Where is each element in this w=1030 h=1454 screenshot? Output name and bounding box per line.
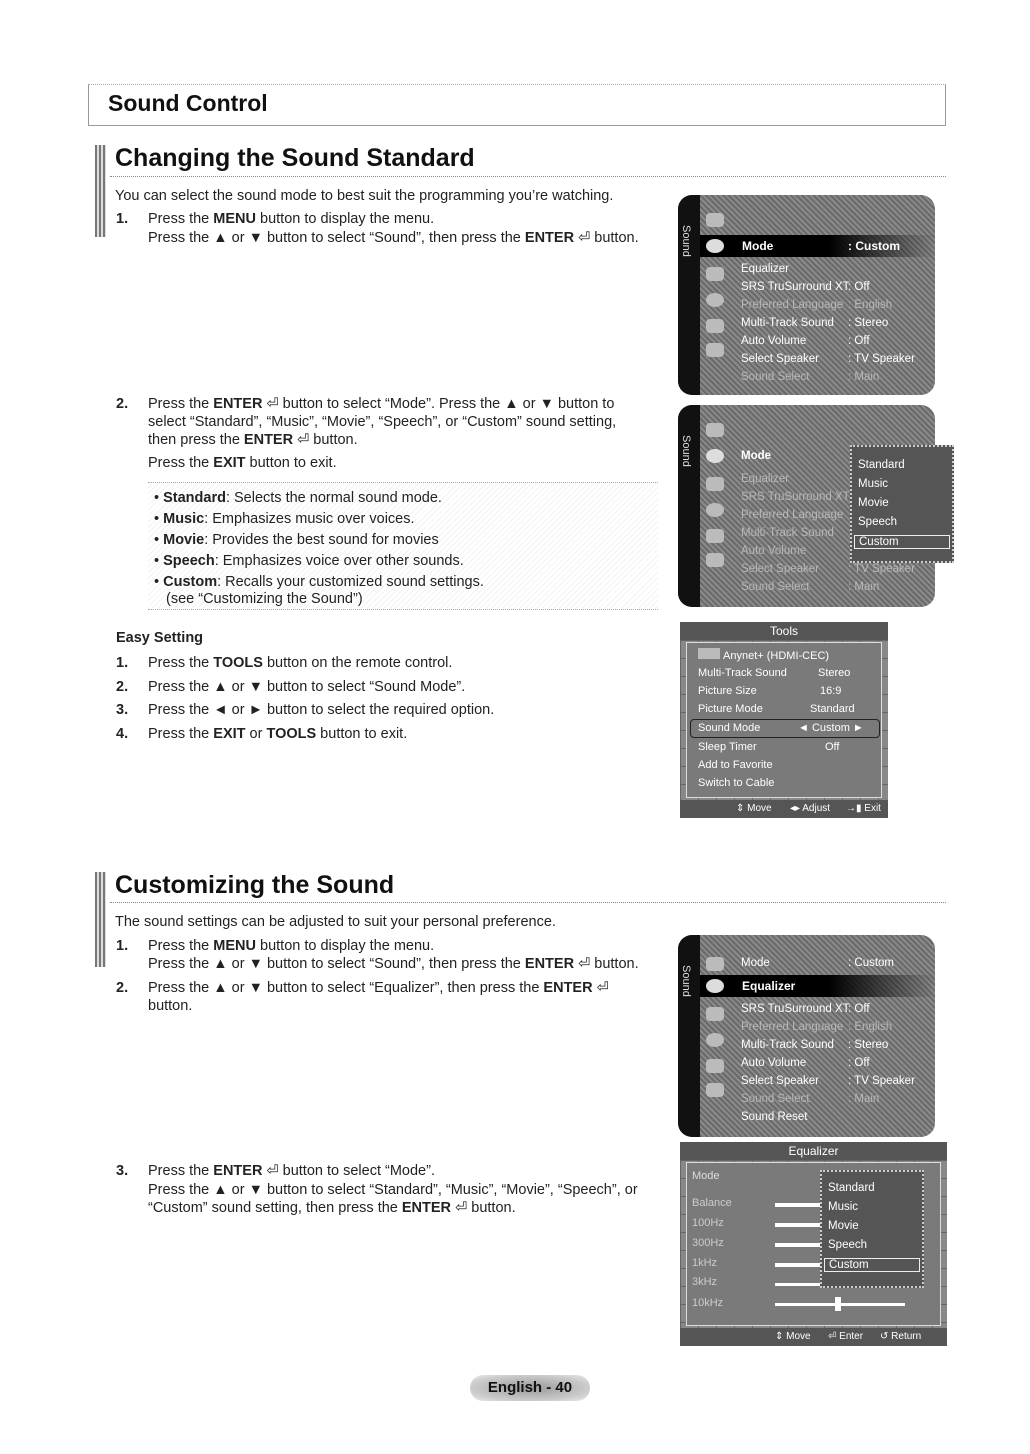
text: Speech xyxy=(828,1239,868,1251)
text: Preferred Language xyxy=(741,1021,844,1033)
slider-thumb[interactable] xyxy=(835,1297,841,1311)
text: MENU xyxy=(213,211,256,227)
text: MENU xyxy=(213,938,256,954)
menu-value: : Custom xyxy=(848,239,900,253)
1khz-slider[interactable] xyxy=(775,1263,820,1267)
text: ENTER xyxy=(524,956,575,972)
page-number: English - 40 xyxy=(470,1375,590,1401)
text: Mode xyxy=(741,450,772,462)
heading-bar xyxy=(95,872,106,967)
bullet-text: : Recalls your customized sound settings. xyxy=(217,574,484,590)
bullet-term: Custom xyxy=(163,574,218,590)
text xyxy=(680,1328,947,1346)
step-text: “Custom” sound setting, then press the ENTER ⏎ button. xyxy=(148,1200,516,1216)
text: Off xyxy=(825,741,840,753)
bullet-text: : Emphasizes music over voices. xyxy=(204,511,415,527)
step-text: Press the ▲ or ▼ button to select “Sound Mode”. xyxy=(148,679,466,695)
text: • Music: Emphasizes music over voices. xyxy=(154,511,415,527)
text: 1kHz xyxy=(692,1257,718,1269)
picture-icon xyxy=(706,213,724,227)
text: : TV Speaker xyxy=(848,563,915,575)
tools-menu-screen xyxy=(680,622,888,818)
balance-slider[interactable] xyxy=(775,1203,820,1207)
step-text: button. xyxy=(148,998,193,1014)
bullet-term: Music xyxy=(163,511,205,527)
sound-icon xyxy=(706,449,724,463)
text: Multi-Track Sound xyxy=(741,1039,834,1051)
text: Preferred Language xyxy=(741,299,844,311)
step-text: Press the ENTER ⏎ button to select “Mode”. xyxy=(148,1163,435,1179)
text: 10kHz xyxy=(692,1297,724,1309)
step-number: 1. xyxy=(116,655,129,671)
picture-icon xyxy=(706,957,724,971)
menu-item-mode: Mode xyxy=(742,239,774,253)
text: ◂▸ Adjust xyxy=(790,803,831,814)
tools-title: Tools xyxy=(680,622,888,640)
step-text: Press the ▲ or ▼ button to select “Standard”, “Music”, “Movie”, “Speech”, or xyxy=(148,1182,638,1198)
text: • Custom: Recalls your customized sound settings. xyxy=(154,574,484,590)
text: Sound Reset xyxy=(741,1111,808,1123)
text: ENTER xyxy=(213,1163,263,1179)
heading-changing-sound-standard: Changing the Sound Standard xyxy=(115,144,475,172)
text: : Off xyxy=(848,335,870,347)
equalizer-title: Equalizer xyxy=(680,1142,947,1160)
sound-icon xyxy=(706,239,724,253)
bullet-text: : Provides the best sound for movies xyxy=(204,532,439,548)
text: Music xyxy=(828,1201,859,1213)
text: SRS TruSurround XT xyxy=(741,491,850,503)
text: Custom xyxy=(824,1258,920,1272)
step-number: 2. xyxy=(116,980,129,996)
setup-icon xyxy=(706,503,724,517)
bullet-term: Movie xyxy=(163,532,205,548)
text: Picture Size xyxy=(698,685,757,697)
text: Equalizer xyxy=(741,263,789,275)
divider xyxy=(110,176,946,177)
option-standard: Standard xyxy=(858,459,905,471)
step-text: select “Standard”, “Music”, “Movie”, “Speech”, or “Custom” sound setting, xyxy=(148,414,617,430)
text: ENTER xyxy=(243,432,294,448)
text: Standard xyxy=(810,703,855,715)
easy-setting-title: Easy Setting xyxy=(116,630,204,646)
text: Mode xyxy=(692,1170,720,1182)
anynet-logo-icon xyxy=(698,648,720,659)
setup-icon xyxy=(706,1033,724,1047)
text: SRS TruSurround XT xyxy=(741,1003,850,1015)
sound-icon xyxy=(706,979,724,993)
text: Sound Select xyxy=(741,581,810,593)
text: Preferred Language xyxy=(741,509,844,521)
text: • Movie: Provides the best sound for movies xyxy=(154,532,439,548)
text: EXIT xyxy=(213,726,246,742)
step-text: Press the ◄ or ► button to select the required option. xyxy=(148,702,495,718)
text xyxy=(700,975,935,997)
text: : Stereo xyxy=(848,317,889,329)
text: ⇕ Move xyxy=(736,803,772,814)
heading-bar xyxy=(95,145,106,237)
option-speech: Speech xyxy=(858,516,898,528)
step-number: 4. xyxy=(116,726,129,742)
sound-menu-screen xyxy=(678,195,935,395)
picture-icon xyxy=(706,423,724,437)
step-number: 2. xyxy=(116,396,129,412)
text: ENTER xyxy=(401,1200,452,1216)
text: Sleep Timer xyxy=(698,741,757,753)
intro-text: The sound settings can be adjusted to suit your personal preference. xyxy=(115,914,556,930)
input-icon xyxy=(706,1059,724,1073)
application-icon xyxy=(706,343,724,357)
step-text: then press the ENTER ⏎ button. xyxy=(148,432,358,448)
text: : TV Speaker xyxy=(848,1075,915,1087)
text: 100Hz xyxy=(692,1217,724,1229)
text: • Speech: Emphasizes voice over other sounds. xyxy=(154,553,464,569)
text: Standard xyxy=(828,1182,875,1194)
equalizer-screen xyxy=(680,1142,947,1346)
text: Auto Volume xyxy=(741,545,807,557)
text: Select Speaker xyxy=(741,1075,819,1087)
text: : Stereo xyxy=(848,1039,889,1051)
text: Balance xyxy=(692,1197,732,1209)
text: : Main xyxy=(848,371,880,383)
text: : Off xyxy=(848,281,870,293)
step-number: 1. xyxy=(116,938,129,954)
100hz-slider[interactable] xyxy=(775,1223,820,1227)
setup-icon xyxy=(706,293,724,307)
text: Mode xyxy=(741,957,770,969)
text: Equalizer xyxy=(742,979,796,993)
text: Select Speaker xyxy=(741,353,819,365)
text xyxy=(700,235,935,257)
text: EXIT xyxy=(213,455,246,471)
300hz-slider[interactable] xyxy=(775,1243,820,1247)
text: Sound xyxy=(680,435,692,467)
text: 16:9 xyxy=(820,685,842,697)
text: 3kHz xyxy=(692,1276,718,1288)
text: Sound Select xyxy=(741,371,810,383)
application-icon xyxy=(706,1083,724,1097)
intro-text: You can select the sound mode to best suit the programming you’re watching. xyxy=(115,188,614,204)
step-text: Press the ▲ or ▼ button to select “Equalizer”, then press the ENTER ⏎ xyxy=(148,980,609,996)
bullet-term: Speech xyxy=(163,553,215,569)
text: : TV Speaker xyxy=(848,353,915,365)
text: ⇕ Move xyxy=(775,1331,811,1342)
text: ENTER xyxy=(543,980,593,996)
text: Auto Volume xyxy=(741,1057,807,1069)
option-movie: Movie xyxy=(858,497,889,509)
text: Switch to Cable xyxy=(698,777,775,789)
input-icon xyxy=(706,529,724,543)
mode-descriptions xyxy=(148,482,658,610)
step-text: Press the MENU button to display the menu. xyxy=(148,938,435,954)
option-custom: Custom xyxy=(854,535,950,549)
text: ENTER xyxy=(213,396,263,412)
bullet-term: Standard xyxy=(163,490,226,506)
step-text: Press the EXIT button to exit. xyxy=(148,455,337,471)
text: ⏎ Enter xyxy=(828,1331,864,1342)
text: Multi-Track Sound xyxy=(741,317,834,329)
text: : Off xyxy=(848,1057,870,1069)
text: Sound xyxy=(680,965,692,997)
text: ↺ Return xyxy=(880,1331,922,1342)
text: →▮ Exit xyxy=(846,803,881,814)
mode-options-popup xyxy=(850,445,954,563)
text: SRS TruSurround XT xyxy=(741,281,850,293)
text: • Standard: Selects the normal sound mode. xyxy=(154,490,442,506)
channel-icon xyxy=(706,267,724,281)
text: Movie xyxy=(828,1220,859,1232)
text: Stereo xyxy=(818,667,851,679)
heading-customizing-sound: Customizing the Sound xyxy=(115,871,395,899)
text: Equalizer xyxy=(741,473,789,485)
text: Add to Favorite xyxy=(698,759,773,771)
text: Multi-Track Sound xyxy=(741,527,834,539)
text: ◄ Custom ► xyxy=(798,722,864,734)
text: Sound Select xyxy=(741,1093,810,1105)
text: : Custom xyxy=(848,957,895,969)
menu-side-label: Sound xyxy=(680,225,692,257)
mode-options-popup xyxy=(820,1170,924,1288)
text: : English xyxy=(848,299,893,311)
text: : Main xyxy=(848,1093,880,1105)
text xyxy=(698,648,829,662)
text: ENTER xyxy=(524,230,575,246)
text: Custom xyxy=(811,722,850,734)
text xyxy=(680,800,888,818)
sound-menu-equalizer-screen xyxy=(678,935,935,1137)
section-title: Sound Control xyxy=(108,90,268,116)
application-icon xyxy=(706,553,724,567)
text: Picture Mode xyxy=(698,703,763,715)
step-text: Press the EXIT or TOOLS button to exit. xyxy=(148,726,408,742)
bullet-text: : Selects the normal sound mode. xyxy=(225,490,442,506)
step-number: 2. xyxy=(116,679,129,695)
channel-icon xyxy=(706,477,724,491)
bullet-text: : Emphasizes voice over other sounds. xyxy=(214,553,464,569)
step-number: 3. xyxy=(116,702,129,718)
text: : English xyxy=(848,1021,893,1033)
text: Select Speaker xyxy=(741,563,819,575)
text: 300Hz xyxy=(692,1237,724,1249)
text: : Off xyxy=(848,1003,870,1015)
text: Auto Volume xyxy=(741,335,807,347)
text: Anynet+ (HDMI-CEC) xyxy=(723,650,830,662)
step-number: 3. xyxy=(116,1163,129,1179)
text: : Main xyxy=(848,581,880,593)
divider xyxy=(110,902,946,903)
step-number: 1. xyxy=(116,211,129,227)
text: Sound Mode xyxy=(698,722,761,734)
step-text: Press the ▲ or ▼ button to select “Sound”, then press the ENTER ⏎ button. xyxy=(148,956,639,972)
text: TOOLS xyxy=(213,655,263,671)
channel-icon xyxy=(706,1007,724,1021)
bullet-note: (see “Customizing the Sound”) xyxy=(166,591,363,607)
step-text: Press the ENTER ⏎ button to select “Mode”. Press the ▲ or ▼ button to xyxy=(148,396,615,412)
input-icon xyxy=(706,319,724,333)
step-text: Press the TOOLS button on the remote control. xyxy=(148,655,453,671)
step-text: Press the ▲ or ▼ button to select “Sound”, then press the ENTER ⏎ button. xyxy=(148,230,639,246)
option-music: Music xyxy=(858,478,889,490)
step-text: Press the MENU button to display the menu. xyxy=(148,211,435,227)
text: TOOLS xyxy=(266,726,317,742)
text: Multi-Track Sound xyxy=(698,667,787,679)
